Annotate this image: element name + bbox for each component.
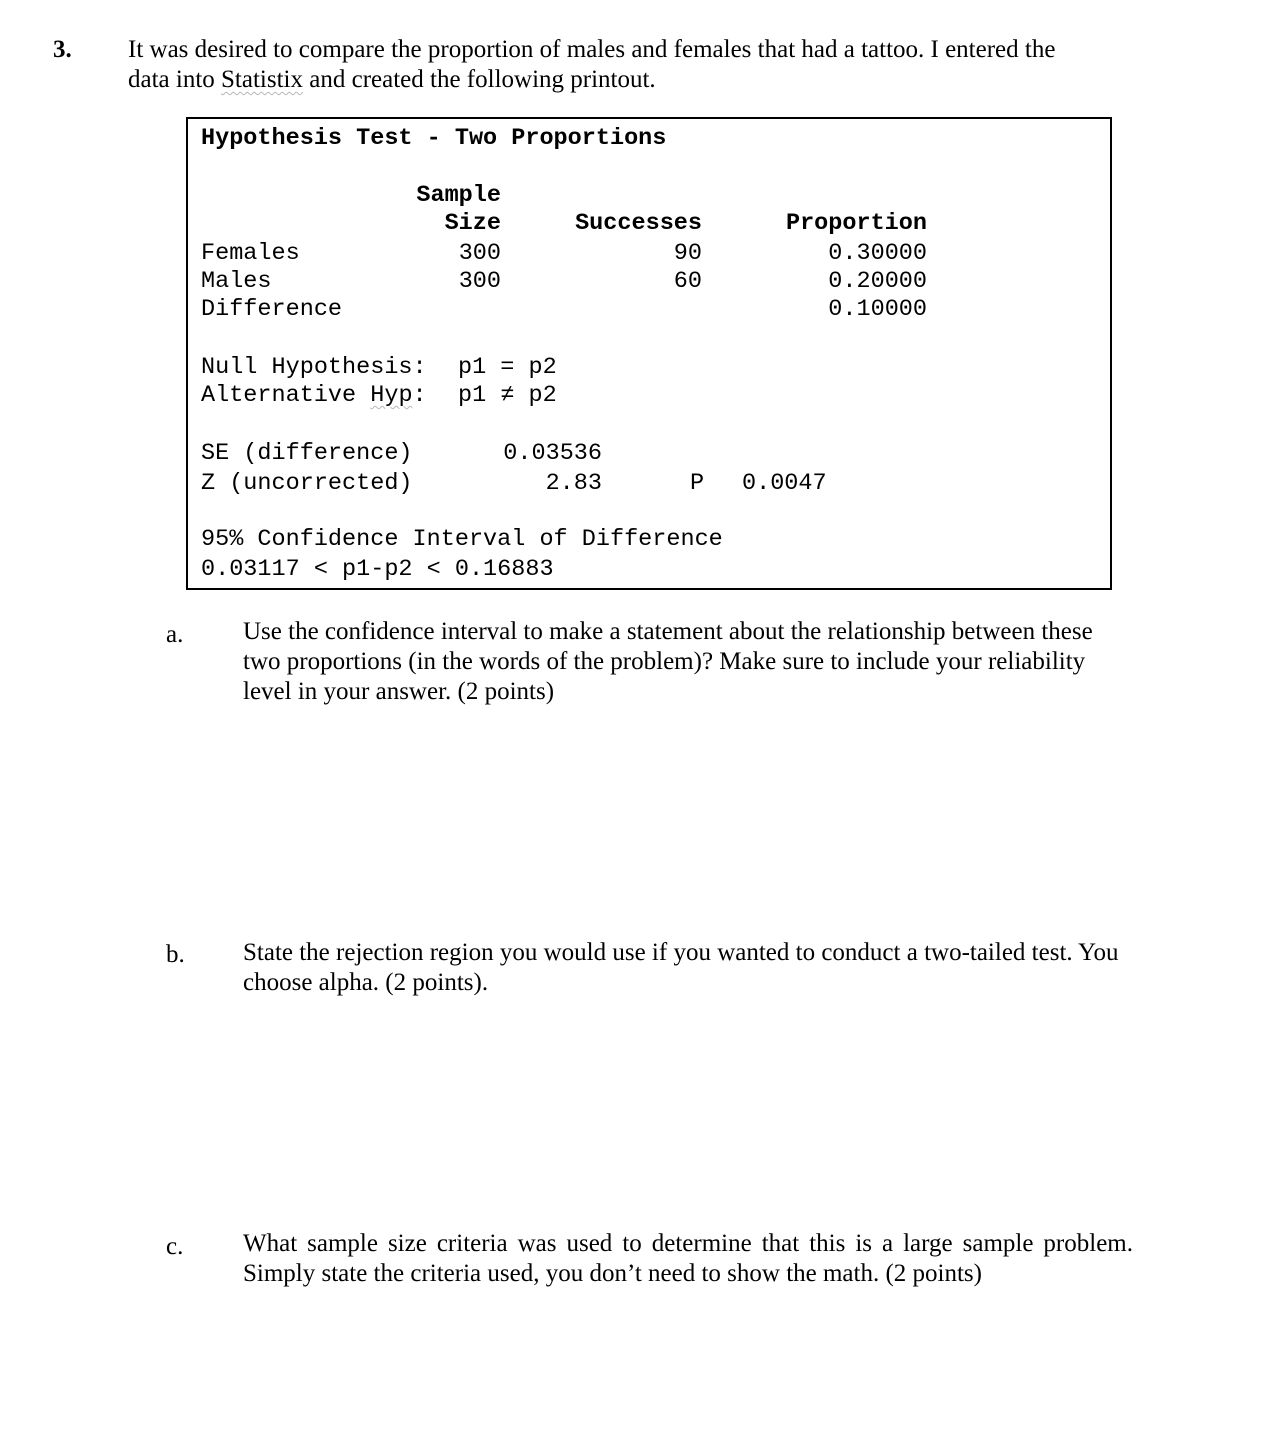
question-c-label: c. bbox=[166, 1233, 184, 1260]
printout-title: Hypothesis Test - Two Proportions bbox=[201, 125, 667, 152]
problem-number: 3. bbox=[53, 36, 72, 63]
problem-intro-line1: It was desired to compare the proportion of males and females that had a tattoo. I entered the bbox=[128, 36, 1056, 63]
software-name: Statistix bbox=[221, 66, 303, 93]
alt-label-hyp: Hyp bbox=[370, 382, 413, 409]
row-proportion-females: 0.30000 bbox=[828, 240, 927, 267]
alt-label-pre: Alternative bbox=[201, 382, 371, 409]
row-proportion-difference: 0.10000 bbox=[828, 296, 927, 323]
question-b-text: State the rejection region you would use if you wanted to conduct a two-tailed test. You choose alpha. (2 points). bbox=[243, 939, 1119, 996]
row-label-males: Males bbox=[201, 268, 272, 295]
ci-expression: 0.03117 < p1-p2 < 0.16883 bbox=[201, 556, 554, 583]
null-hypothesis-expr: p1 = p2 bbox=[458, 354, 557, 381]
z-value: 2.83 bbox=[545, 470, 602, 497]
null-hypothesis-label: Null Hypothesis: bbox=[201, 354, 427, 381]
row-successes-males: 60 bbox=[673, 268, 702, 295]
z-label: Z (uncorrected) bbox=[201, 470, 413, 497]
se-label: SE (difference) bbox=[201, 440, 413, 467]
row-label-difference: Difference bbox=[201, 296, 343, 323]
header-sample: Sample bbox=[416, 182, 501, 209]
alternative-hypothesis-label bbox=[201, 382, 427, 410]
header-proportion: Proportion bbox=[785, 210, 927, 237]
row-size-males: 300 bbox=[458, 268, 501, 295]
intro-text-post: and created the following printout. bbox=[303, 66, 656, 93]
question-b-label: b. bbox=[166, 941, 185, 968]
intro-text-pre: data into bbox=[128, 66, 222, 93]
alt-label-colon: : bbox=[412, 382, 427, 409]
header-successes: Successes bbox=[575, 210, 702, 237]
header-size: Size bbox=[444, 210, 501, 237]
ci-title: 95% Confidence Interval of Difference bbox=[201, 526, 723, 553]
question-a-label: a. bbox=[166, 621, 184, 648]
se-value: 0.03536 bbox=[503, 440, 602, 467]
row-proportion-males: 0.20000 bbox=[828, 268, 927, 295]
p-label: P bbox=[690, 470, 705, 497]
row-label-females: Females bbox=[201, 240, 300, 267]
question-a-text: Use the confidence interval to make a statement about the relationship between these two proportions (in the words of the problem)? Make sure to include your reliability level in your answer. (2 points) bbox=[243, 618, 1093, 705]
row-successes-females: 90 bbox=[673, 240, 702, 267]
alternative-hypothesis-expr: p1 ≠ p2 bbox=[458, 382, 557, 409]
p-value: 0.0047 bbox=[742, 470, 827, 497]
question-c-text: What sample size criteria was used to determine that this is a large sample problem. Simply state the criteria used, you don’t need to show the math. (2 points) bbox=[243, 1230, 1133, 1287]
problem-intro-line2 bbox=[128, 65, 656, 95]
row-size-females: 300 bbox=[458, 240, 501, 267]
